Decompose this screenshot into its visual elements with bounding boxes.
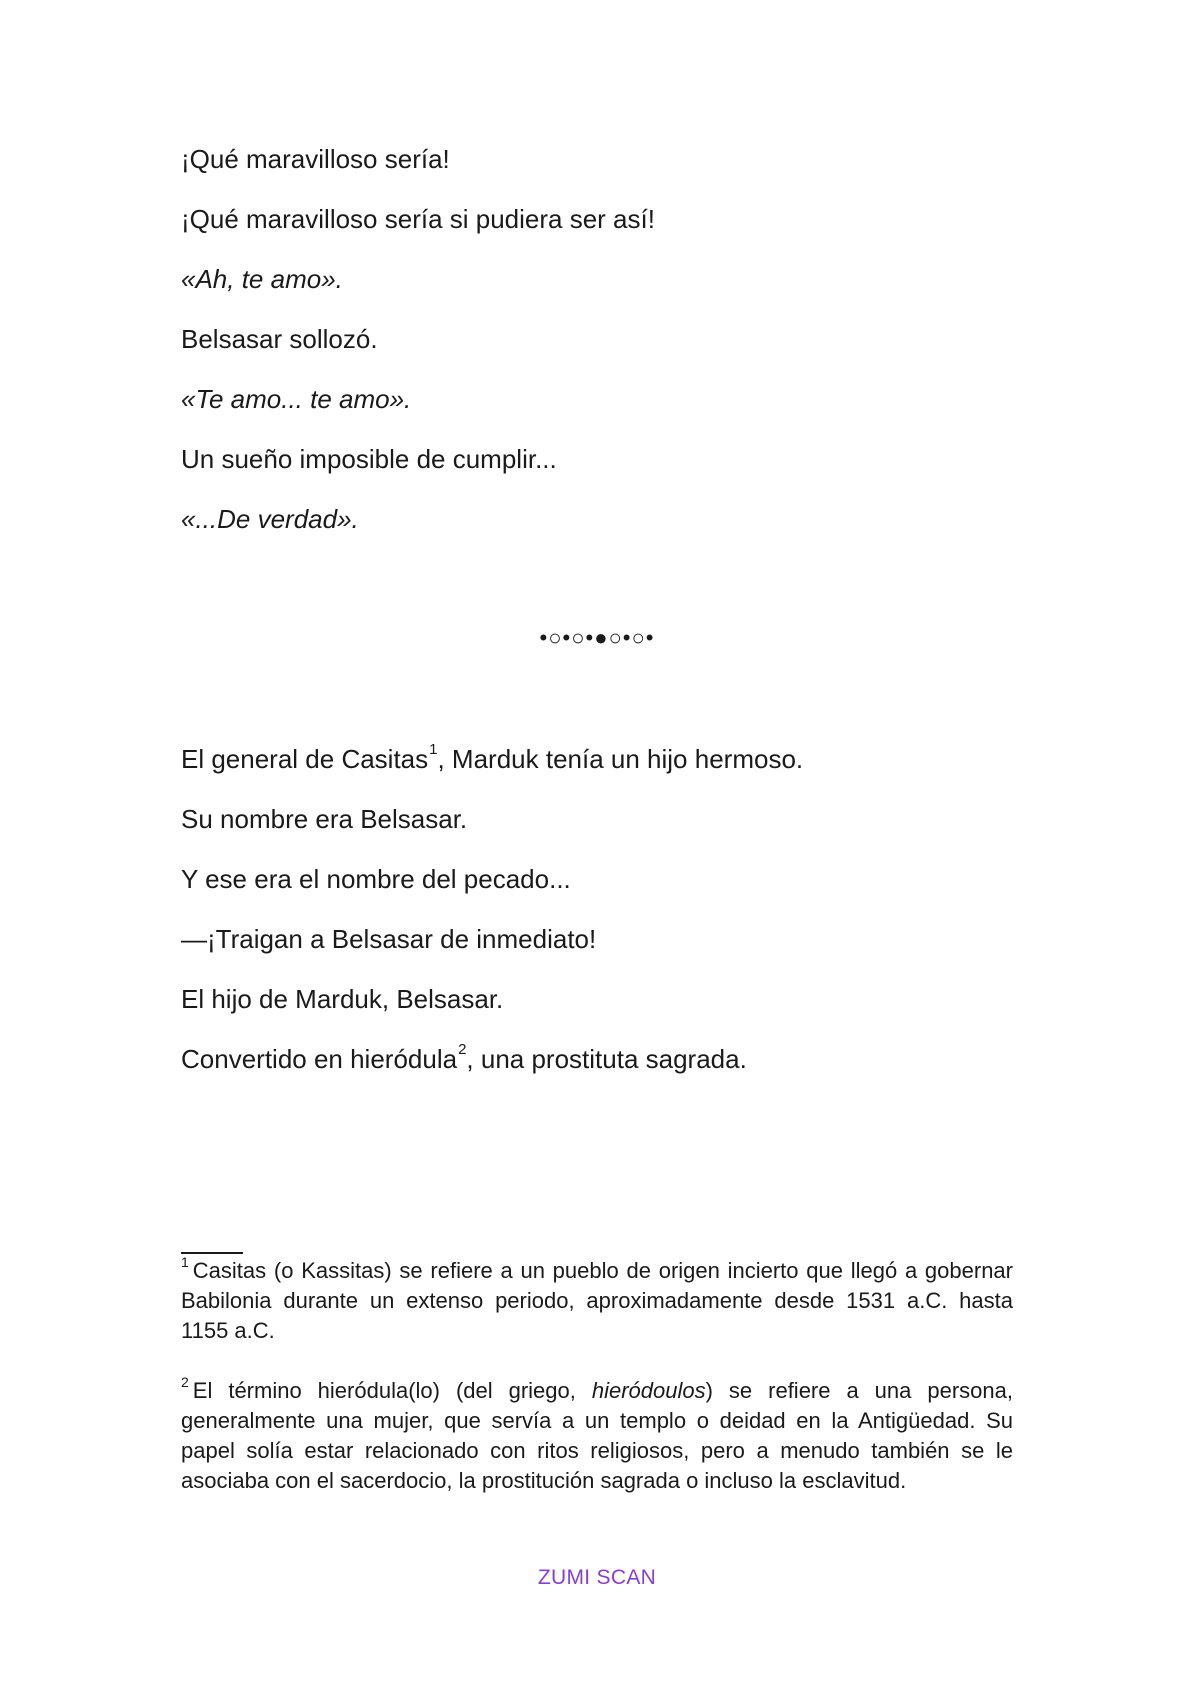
text-segment: El general de Casitas: [181, 744, 429, 774]
scanlation-credit: ZUMI SCAN: [537, 1566, 657, 1589]
footnote-2: [181, 1373, 1013, 1496]
footnote-1: [181, 1253, 1013, 1346]
footnote-reference[interactable]: 1: [429, 741, 438, 759]
text-segment: , Marduk tenía un hijo hermoso.: [437, 744, 804, 774]
text-line: El hijo de Marduk, Belsasar.: [181, 984, 504, 1014]
dialogue-line: «...De verdad».: [181, 504, 359, 534]
scene-separator: •○•○•●○•○•: [539, 625, 655, 650]
text-line: ¡Qué maravilloso sería si pudiera ser así!: [181, 204, 655, 234]
dialogue-line: «Te amo... te amo».: [181, 384, 412, 414]
footnote-reference[interactable]: 2: [458, 1041, 467, 1059]
document-page: [181, 0, 1013, 1682]
dialogue-line: —¡Traigan a Belsasar de inmediato!: [181, 924, 597, 954]
text-line: ¡Qué maravilloso sería!: [181, 144, 450, 174]
text-line: Y ese era el nombre del pecado...: [181, 864, 571, 894]
footnote-text: Casitas (o Kassitas) se refiere a un pueblo de origen incierto que llegó a gobernar Babilonia durante un extenso periodo, aproximadamente desde 1531 a.C. hasta 1155 a.C.: [181, 1258, 1013, 1343]
footnote-divider: [181, 1252, 243, 1254]
text-line: Belsasar sollozó.: [181, 324, 378, 354]
footnote-number: 2: [181, 1373, 189, 1390]
footnote-text: ) se refiere a una persona, generalmente una mujer, que servía a un templo o deidad en la Antigüedad. Su papel solía estar relacionado con ritos religiosos, pero a menudo también se le asociaba con el sacerdocio, la prostitución sagrada o incluso la esclavitud.: [181, 1378, 1013, 1493]
text-line: Su nombre era Belsasar.: [181, 804, 468, 834]
text-line: [181, 1043, 747, 1075]
text-segment: Convertido en hieródula: [181, 1044, 458, 1074]
footnote-number: 1: [181, 1253, 189, 1270]
text-line: [181, 743, 803, 775]
text-line: Un sueño imposible de cumplir...: [181, 444, 557, 474]
text-segment: , una prostituta sagrada.: [466, 1044, 747, 1074]
footnote-text-italic: hieródoulos: [591, 1378, 706, 1403]
footnote-text: El término hieródula(lo) (del griego,: [192, 1378, 592, 1403]
dialogue-line: «Ah, te amo».: [181, 264, 343, 294]
